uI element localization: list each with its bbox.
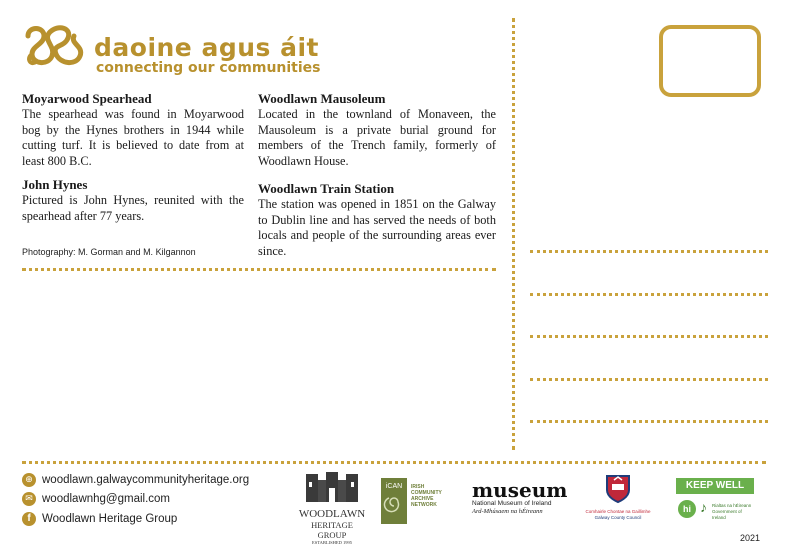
content-divider xyxy=(22,268,496,271)
article-heading: Woodlawn Mausoleum xyxy=(258,91,386,106)
council-line2: Galway County Council xyxy=(594,515,642,520)
ican-line1: IRISH xyxy=(411,484,425,490)
footer-divider xyxy=(22,461,766,464)
crest-icon xyxy=(605,474,631,504)
ican-line2: COMMUNITY xyxy=(411,490,442,496)
brand-subtitle: connecting our communities xyxy=(96,60,321,76)
government-line1: Rialtas na hÉireann xyxy=(712,503,752,508)
facebook-contact[interactable] xyxy=(22,512,177,526)
article-left-1 xyxy=(22,91,244,169)
spiral-icon xyxy=(381,490,407,520)
woodlawn-line3: ESTABLISHED 1995 xyxy=(311,540,352,545)
keep-well-banner: KEEP WELL xyxy=(676,478,754,494)
museum-title: museum xyxy=(472,478,568,502)
website-contact[interactable] xyxy=(22,473,249,487)
ican-text xyxy=(411,484,442,508)
photo-credit: Photography: M. Gorman and M. Kilgannon xyxy=(22,247,196,257)
address-line xyxy=(530,293,768,296)
article-right-2 xyxy=(258,181,496,259)
year-label: 2021 xyxy=(740,533,761,543)
article-body: The station was opened in 1851 on the Galway to Dublin line and has served the needs of both locals and people of the surrounding areas ever since. xyxy=(258,197,496,258)
article-body: Located in the townland of Monaveen, the Mausoleum is a private burial ground for members of the Trench family, formerly of Woodlawn House. xyxy=(258,107,496,168)
museum-line1: National Museum of Ireland xyxy=(472,500,552,507)
facebook-text: Woodlawn Heritage Group xyxy=(42,513,178,525)
government-line2: Government of Ireland xyxy=(712,509,742,520)
article-left-2 xyxy=(22,177,244,224)
globe-icon: ⊕ xyxy=(22,473,36,487)
email-text: woodlawnhg@gmail.com xyxy=(42,493,171,505)
castle-icon xyxy=(296,470,368,504)
address-line xyxy=(530,335,768,338)
address-line xyxy=(530,420,768,423)
woodlawn-line1: WOODLAWN xyxy=(298,508,366,520)
article-body: The spearhead was found in Moyarwood bog by the Hynes brothers in 1944 while cutting turf. It is believed to date from at least 800 B.C. xyxy=(22,107,244,168)
council-line1: Comhairle Chontae na Gaillimhe xyxy=(585,509,651,514)
ican-logo xyxy=(381,478,467,524)
ican-line4: NETWORK xyxy=(411,502,437,508)
woodlawn-line2: HERITAGE GROUP xyxy=(311,520,353,540)
woodlawn-heritage-logo xyxy=(296,470,368,546)
website-text: woodlawn.galwaycommunityheritage.org xyxy=(42,474,250,486)
galway-council-logo xyxy=(582,474,654,521)
email-contact[interactable] xyxy=(22,492,170,506)
harp-icon: ♪ xyxy=(700,501,707,516)
facebook-icon: f xyxy=(22,512,36,526)
brand-title: daoine agus áit xyxy=(94,33,320,62)
address-line xyxy=(530,250,768,253)
article-heading: Moyarwood Spearhead xyxy=(22,91,152,106)
celtic-knot-icon xyxy=(22,22,88,72)
hi-badge: hi xyxy=(678,500,696,518)
museum-line2: Ard-Mhúsaem na hÉireann xyxy=(472,508,543,515)
envelope-icon: ✉ xyxy=(22,492,36,506)
stamp-box xyxy=(659,25,761,97)
center-divider xyxy=(512,18,515,450)
article-heading: Woodlawn Train Station xyxy=(258,181,395,196)
keep-well-logo xyxy=(676,478,756,524)
ican-line3: ARCHIVE xyxy=(411,496,434,502)
museum-logo xyxy=(472,480,572,516)
article-heading: John Hynes xyxy=(22,177,88,192)
address-line xyxy=(530,378,768,381)
article-body: Pictured is John Hynes, reunited with the spearhead after 77 years. xyxy=(22,193,244,223)
government-text xyxy=(712,503,756,521)
ican-square xyxy=(381,478,407,524)
article-right-1 xyxy=(258,91,496,169)
ican-mark: iCAN xyxy=(385,483,403,490)
brand-logo xyxy=(22,22,88,77)
